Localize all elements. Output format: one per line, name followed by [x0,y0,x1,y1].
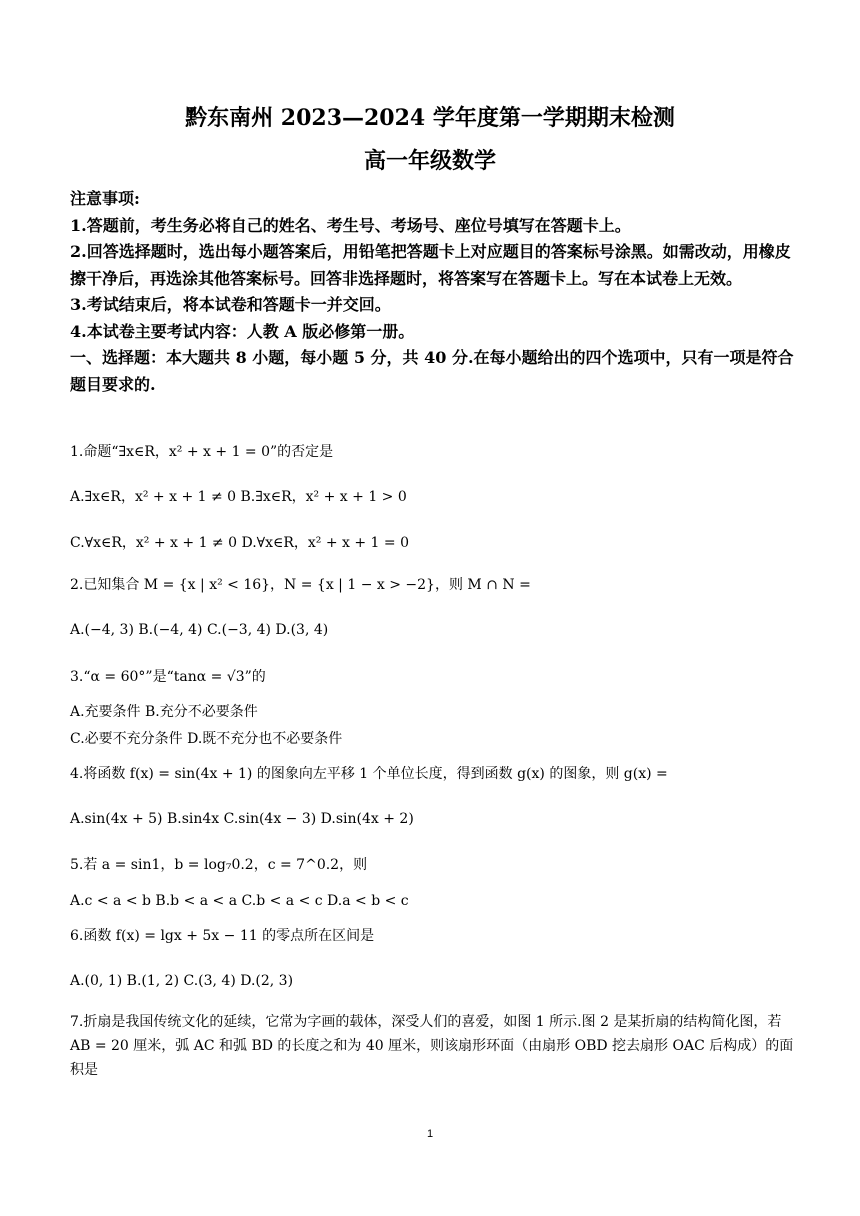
question-6-options: A.(0, 1) B.(1, 2) C.(3, 4) D.(2, 3) [70,973,294,989]
notice-item-2: 2.回答选择题时，选出每小题答案后，用铅笔把答题卡上对应题目的答案标号涂黑。如需改动，用橡皮擦干净后，再选涂其他答案标号。回答非选择题时，将答案写在答题卡上。写在本试卷上无效。 [70,242,791,288]
question-2-stem: 2.已知集合 M = {x | x² < 16}，N = {x | 1 − x > −2}，则 M ∩ N = [70,577,531,593]
section-heading: 一、选择题：本大题共 8 小题，每小题 5 分，共 40 分.在每小题给出的四个选项中，只有一项是符合题目要求的. [70,348,794,394]
notice-item-1: 1.答题前，考生务必将自己的姓名、考生号、考场号、座位号填写在答题卡上。 [70,215,631,235]
question-3-stem: 3.“α = 60°”是“tanα = √3”的 [70,669,266,685]
question-3-options-line-1: A.充要条件 B.充分不必要条件 [70,704,258,720]
notice-block [70,186,795,398]
question-1-stem: 1.命题“∃x∈R，x² + x + 1 = 0”的否定是 [70,444,334,460]
question-3-options-line-2: C.必要不充分条件 D.既不充分也不必要条件 [70,731,343,747]
question-6-stem: 6.函数 f(x) = lgx + 5x − 11 的零点所在区间是 [70,928,375,944]
question-5-stem: 5.若 a = sin1，b = log₇0.2，c = 7^0.2，则 [70,857,368,873]
question-1-options-line-1: A.∃x∈R，x² + x + 1 ≠ 0 B.∃x∈R，x² + x + 1 > 0 [70,489,407,505]
exam-title: 黔东南州 2023—2024 学年度第一学期期末检测 [185,105,675,131]
page-number: 1 [426,1128,434,1140]
question-4-options: A.sin(4x + 5) B.sin4x C.sin(4x − 3) D.sin(4x + 2) [70,811,414,827]
notice-item-4: 4.本试卷主要考试内容：人教 A 版必修第一册。 [70,321,415,341]
notice-item-3: 3.考试结束后，将本试卷和答题卡一并交回。 [70,295,391,314]
question-7-stem: 7.折扇是我国传统文化的延续，它常为字画的载体，深受人们的喜爱，如图 1 所示.图 2 是某折扇的结构简化图，若 AB = 20 厘米，弧 AC 和弧 BD 的长度之和为 40 厘米，则该扇形环面（由扇形 OBD 挖去扇形 OAC 后构成）的面积是 [70,1014,794,1078]
exam-subtitle: 高一年级数学 [363,148,496,174]
question-2-options: A.(−4, 3) B.(−4, 4) C.(−3, 4) D.(3, 4) [70,622,329,638]
question-1-options-line-2: C.∀x∈R，x² + x + 1 ≠ 0 D.∀x∈R，x² + x + 1 = 0 [70,535,410,551]
question-5-options: A.c < a < b B.b < a < a C.b < a < c D.a < b < c [70,893,409,909]
notice-heading: 注意事项: [70,189,140,208]
question-4-stem: 4.将函数 f(x) = sin(4x + 1) 的图象向左平移 1 个单位长度，得到函数 g(x) 的图象，则 g(x) = [70,766,668,782]
